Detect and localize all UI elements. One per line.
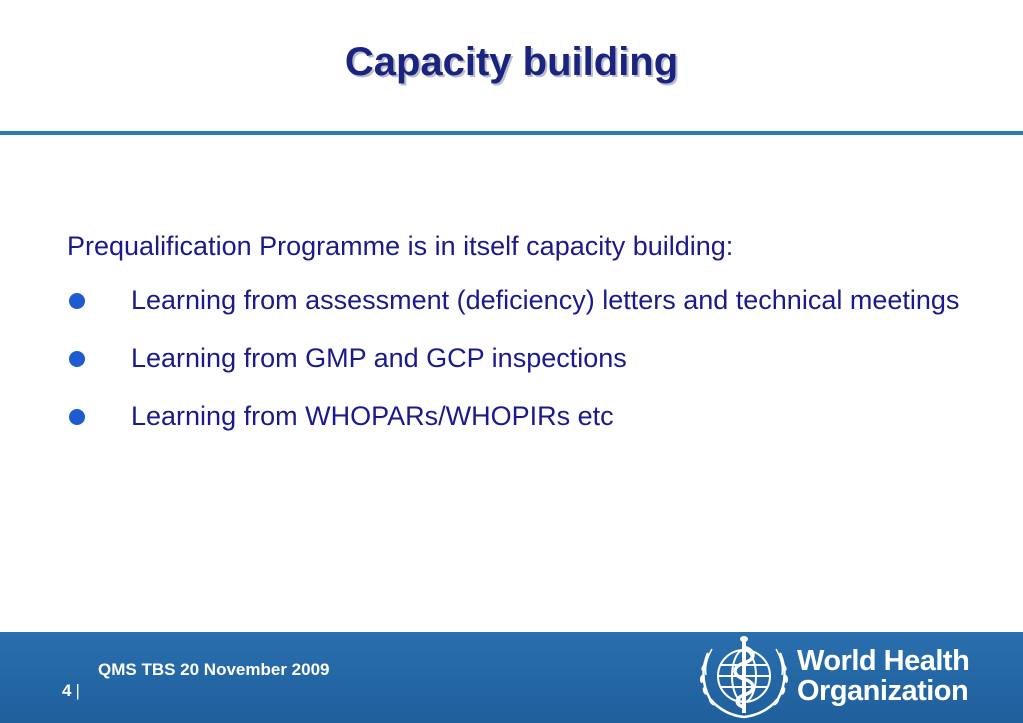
bullet-dot-icon — [69, 351, 85, 367]
who-wordmark — [797, 646, 969, 706]
bullet-dot-icon — [69, 293, 85, 309]
bullet-list — [67, 282, 967, 434]
bullet-text: Learning from GMP and GCP inspections — [131, 343, 627, 373]
bullet-item — [67, 340, 967, 376]
intro-text: Prequalification Programme is in itself capacity building: — [67, 231, 734, 261]
page-separator: | — [75, 681, 80, 700]
who-wordmark-line2: Organization — [797, 675, 969, 707]
bullet-text: Learning from assessment (deficiency) letters and technical meetings — [131, 285, 960, 315]
footer-meeting-label: QMS TBS 20 November 2009 — [98, 660, 330, 679]
slide-title: Capacity building — [344, 40, 679, 84]
who-emblem-icon — [694, 633, 794, 719]
bullet-item — [67, 282, 967, 318]
page-number — [62, 681, 80, 701]
title-divider — [0, 131, 1023, 135]
who-wordmark-line1: World Health — [797, 645, 970, 677]
footer-bar — [0, 632, 1023, 723]
bullet-item — [67, 398, 967, 434]
bullet-text: Learning from WHOPARs/WHOPIRs etc — [131, 401, 614, 431]
bullet-dot-icon — [69, 409, 85, 425]
slide-body — [67, 228, 967, 456]
page-number-value: 4 — [62, 681, 72, 700]
